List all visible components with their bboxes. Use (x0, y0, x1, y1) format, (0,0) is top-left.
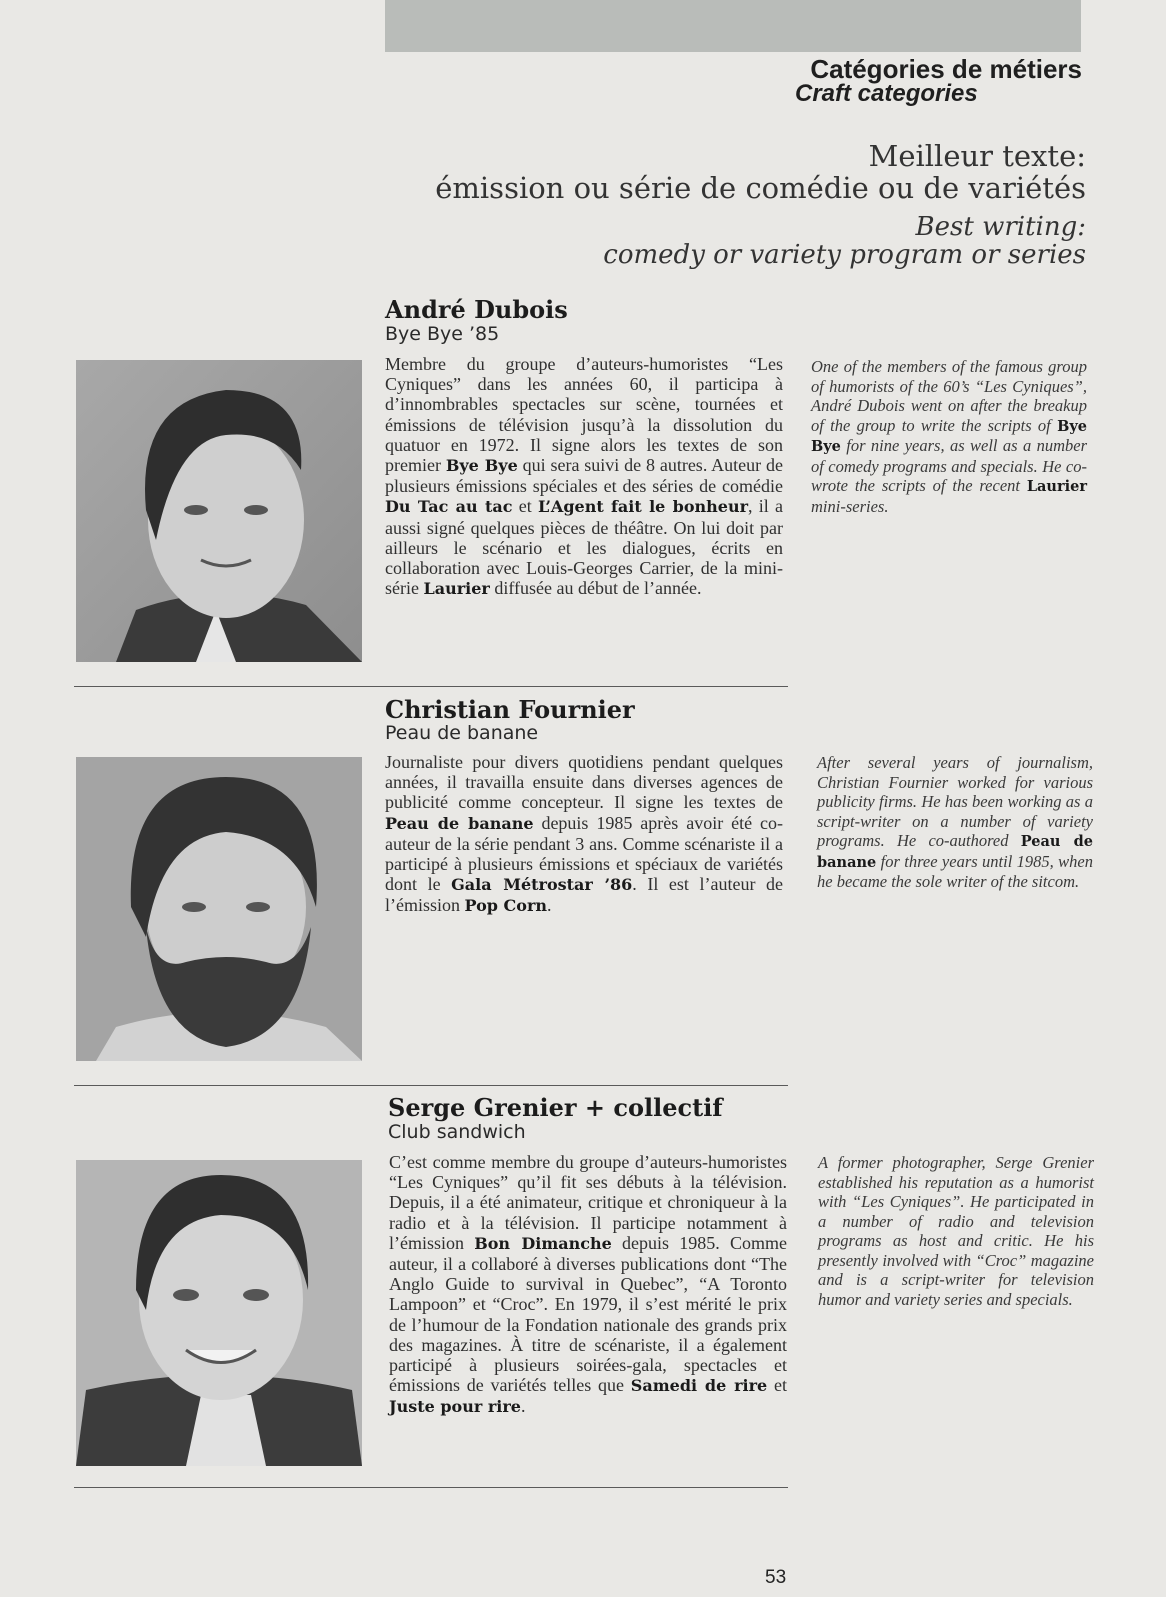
bio-en (818, 1153, 1094, 1309)
bio-fr (389, 1152, 787, 1418)
bio-en-text: A former photographer, Serge Grenier established his reputation as a humorist with “Les Cyniques”. He participated in a number of radio and television programs as host and critic. He his presently involved with “Croc” magazine and is a script-writer for television humor and variety series and specials. (818, 1153, 1094, 1309)
award-title-en (603, 213, 1086, 269)
bio-en-text: After several years of journalism, Christian Fournier worked for various publicity firms. He has been working as a script-writer on a number of variety programs. He co-authored Peau de banane for three years until 1985, when he became the sole writer of the sitcom. (817, 753, 1093, 891)
page-number: 53 (765, 1567, 787, 1588)
nominee-name: André Dubois (385, 295, 568, 324)
program-name-bold: Juste pour rire (389, 1397, 521, 1417)
bio-en-text: One of the members of the famous group of humorists of the 60’s “Les Cyniques”, André Dubois went on after the breakup of the group to write the scripts of Bye Bye for nine years, as well as a number of comedy programs and specials. He co-wrote the scripts of the recent Laurier mini-series. (811, 357, 1087, 516)
program-name-bold: Peau de banane (817, 833, 1093, 871)
award-title-en-line1: Best writing: (915, 212, 1086, 242)
program-title: Peau de banane (385, 722, 539, 744)
bio-fr-text: Journaliste pour divers quotidiens pendant quelques années, il travailla ensuite dans diverses agences de publicité comme concepteur. Il signe les textes de Peau de banane depuis 1985 après avoir été co-auteur de la série pendant 3 ans. Comme scénariste il a participé à plusieurs émissions et spéciaux de variétés dont le Gala Métrostar ’86. Il est l’auteur de l’émission Pop Corn. (385, 752, 784, 916)
program-name-bold: Du Tac au tac (385, 497, 513, 517)
program-name-bold: Bye Bye (445, 456, 518, 476)
nominee-photo (76, 1160, 362, 1466)
award-title-en-line2: comedy or variety program or series (603, 240, 1086, 270)
award-title-fr-line2: émission ou série de comédie ou de variétés (435, 171, 1086, 205)
nominee-name: Christian Fournier (385, 695, 635, 724)
program-name-bold: Gala Métrostar ’86 (451, 875, 633, 895)
program-name-bold: Laurier (1026, 478, 1087, 495)
award-title-fr (435, 140, 1086, 204)
bio-fr-text: C’est comme membre du groupe d’auteurs-humoristes “Les Cyniques” qu’il fit ses débuts à la télévision. Depuis, il a été animateur, critique et chroniqueur à la radio et à la télévision. Il participe notamment à l’émission Bon Dimanche depuis 1985. Comme auteur, il a collaboré à diverses publications dont “The Anglo Guide to survival in Quebec”, “A Toronto Lampoon” et “Croc”. En 1979, il s’est mérité le prix de l’humour de la Fondation nationale des grands prix des magazines. À titre de scénariste, il a également participé à plusieurs soirées-gala, spectacles et émissions de variétés telles que Samedi de rire et Juste pour rire. (389, 1152, 787, 1417)
nominee-photo (76, 757, 362, 1061)
program-name-bold: Pop Corn (464, 896, 547, 916)
section-divider (74, 686, 788, 687)
category-title-fr: Catégories de métiers (810, 54, 1082, 84)
section-divider (74, 1085, 788, 1086)
award-title-fr-line1: Meilleur texte: (868, 139, 1086, 173)
nominee-name: Serge Grenier + collectif (388, 1093, 723, 1122)
category-title-en: Craft categories (795, 80, 978, 107)
program-name-bold: Samedi de rire (630, 1376, 768, 1396)
program-title: Club sandwich (388, 1121, 526, 1143)
program-title: Bye Bye ’85 (385, 323, 500, 345)
bio-fr (385, 752, 783, 917)
bio-fr-text: Membre du groupe d’auteurs-humoristes “Les Cyniques” dans les années 60, il participa à d’innombrables spectacles sur scène, tournées et émissions de télévision jusqu’à la dissolution du quatuor en 1972. Il signe alors les textes de son premier Bye Bye qui sera suivi de 8 autres. Auteur de plusieurs émissions spéciales et des séries de comédie Du Tac au tac et L’Agent fait le bonheur, il a aussi signé quelques pièces de théâtre. On lui doit par ailleurs le scénario et les dialogues, écrits en collaboration avec Louis-Georges Carrier, de la mini-série Laurier diffusée au début de l’année. (385, 354, 784, 599)
program-name-bold: Bon Dimanche (474, 1233, 612, 1253)
program-name-bold: Bye Bye (811, 417, 1087, 455)
header-bar (385, 0, 1081, 52)
bio-en (811, 357, 1087, 516)
program-name-bold: Peau de banane (385, 813, 534, 833)
program-name-bold: Laurier (423, 579, 490, 599)
bio-fr (385, 354, 783, 599)
section-divider (74, 1487, 788, 1488)
program-name-bold: L’Agent fait le bonheur (537, 497, 749, 517)
nominee-photo (76, 360, 362, 662)
bio-en (817, 753, 1093, 892)
